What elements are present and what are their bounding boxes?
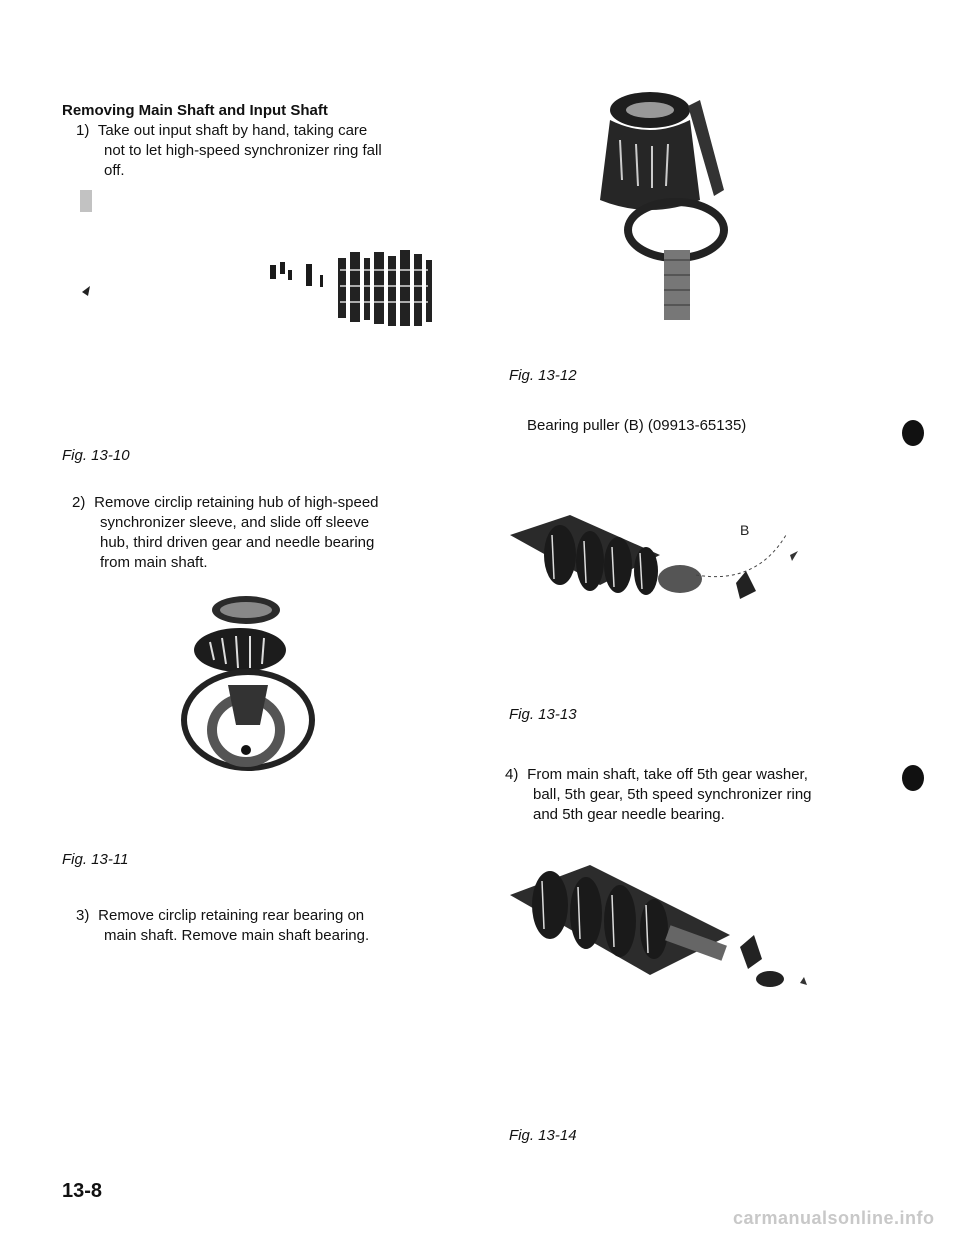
step-4-line-3: and 5th gear needle bearing. xyxy=(533,806,725,823)
footer-watermark: carmanualsonline.info xyxy=(733,1208,935,1228)
step-2-line-1: Remove circlip retaining hub of high-speed xyxy=(94,494,379,511)
step-3-line-1: Remove circlip retaining rear bearing on xyxy=(98,907,365,924)
step-1-line-2: not to let high-speed synchronizer ring fall xyxy=(104,142,382,159)
step-1-line-3: off. xyxy=(104,162,125,179)
margin-bullet xyxy=(902,420,924,446)
tool-reference: Bearing puller (B) (09913-65135) xyxy=(527,417,747,434)
figure-13-14-caption: Fig. 13-14 xyxy=(509,1127,577,1144)
page-number: 13-8 xyxy=(62,1180,103,1202)
step-3-number: 3) xyxy=(76,907,90,924)
figure-13-10-photo xyxy=(70,180,450,360)
step-2-line-2: synchronizer sleeve, and slide off sleeve xyxy=(100,514,370,531)
step-1-line-1: Take out input shaft by hand, taking care xyxy=(97,122,368,139)
figure-13-13-label: B xyxy=(740,522,750,538)
section-heading: Removing Main Shaft and Input Shaft xyxy=(62,102,328,119)
figure-13-13-photo xyxy=(500,495,840,645)
step-2-line-3: hub, third driven gear and needle bearing xyxy=(100,534,375,551)
figure-13-10-caption: Fig. 13-10 xyxy=(62,447,130,464)
step-1-number: 1) xyxy=(76,122,90,139)
figure-13-11-caption: Fig. 13-11 xyxy=(62,851,129,868)
step-4-line-2: ball, 5th gear, 5th speed synchronizer ring xyxy=(533,786,812,803)
margin-bullet-2 xyxy=(902,765,924,791)
figure-13-14-photo xyxy=(500,855,860,1015)
step-1 xyxy=(76,121,382,181)
step-3 xyxy=(76,906,369,946)
step-4-number: 4) xyxy=(505,766,519,783)
step-2-number: 2) xyxy=(72,494,86,511)
step-2 xyxy=(72,493,379,573)
step-4-line-1: From main shaft, take off 5th gear washer, xyxy=(527,766,808,783)
step-2-line-4: from main shaft. xyxy=(100,554,208,571)
figure-13-11-photo xyxy=(170,580,330,790)
figure-13-12-photo xyxy=(580,80,770,360)
step-3-line-2: main shaft. Remove main shaft bearing. xyxy=(104,927,370,944)
figure-13-12-caption: Fig. 13-12 xyxy=(509,367,577,384)
step-4 xyxy=(505,765,812,825)
figure-13-13-caption: Fig. 13-13 xyxy=(509,706,577,723)
